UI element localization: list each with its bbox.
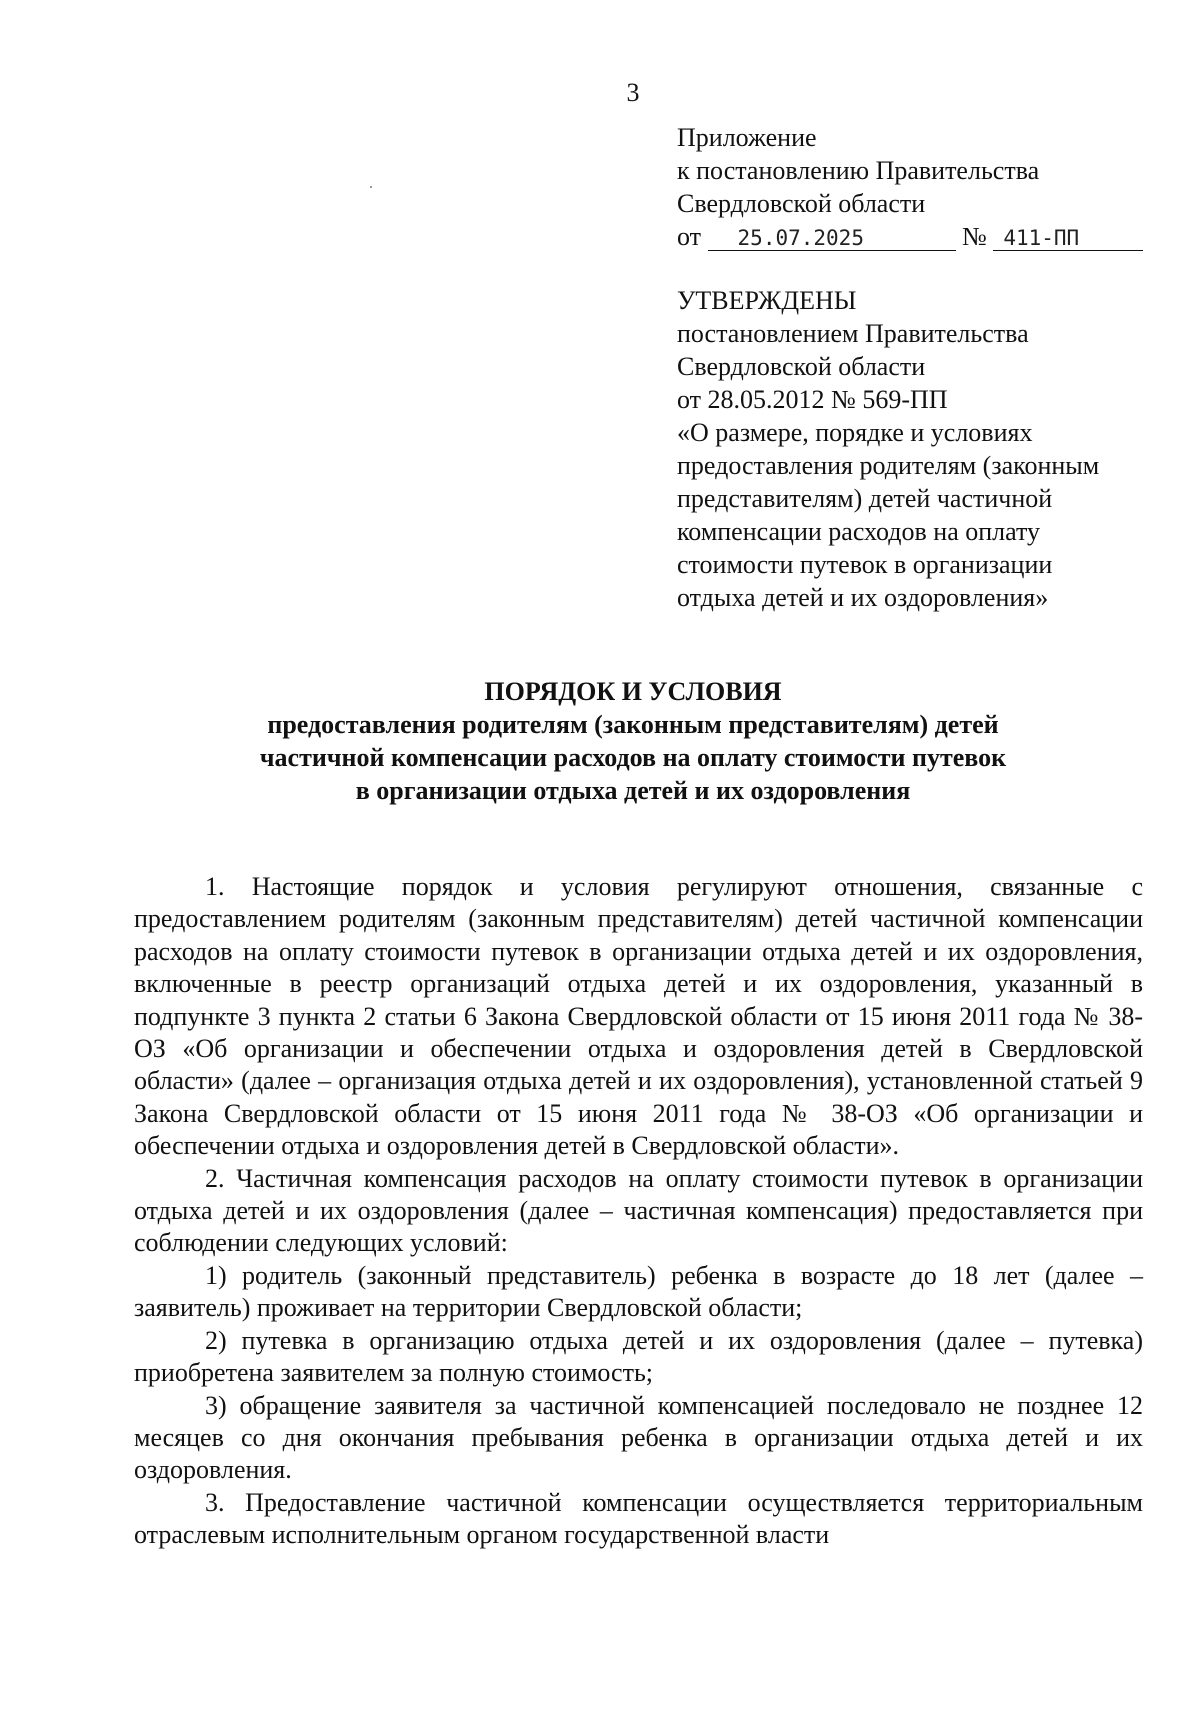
paragraph-1: 1. Настоящие порядок и условия регулируют отношения, связанные с предоставлением родителям (законным представителям) детей частичной компенсации расходов на оплату стоимости путевок в организации отдыха детей и их оздоровления, включенные в реестр организаций отдыха детей и их оздоровления, указанный в подпункте 3 пункта 2 статьи 6 Закона Свердловской области от 15 июня 2011 года № 38-ОЗ «Об организации и обеспечении отдыха и оздоровления детей в Свердловской области» (далее – организация отдыха детей и их оздоровления), установленной статьей 9 Закона Свердловской области от 15 июня 2011 года № 38-ОЗ «Об организации и обеспечении отдыха и оздоровления детей в Свердловской области».: [134, 872, 1143, 1161]
title-subtitle-line: предоставления родителям (законным представителям) детей: [267, 710, 999, 739]
approved-line: от 28.05.2012 № 569-ПП: [677, 385, 948, 414]
paragraph-2-item-3: 3) обращение заявителя за частичной компенсацией последовало не позднее 12 месяцев со дня окончания пребывания ребенка в организации отдыха детей и их оздоровления.: [134, 1390, 1143, 1485]
number-field: 411-ПП: [993, 226, 1143, 251]
appendix-line: Приложение: [677, 123, 817, 152]
appendix-line: Свердловской области: [677, 189, 926, 218]
appendix-block: [677, 121, 1143, 253]
appendix-date-line: [677, 220, 1143, 253]
paragraph-2-item-2: 2) путевка в организацию отдыха детей и их оздоровления (далее – путевка) приобретена заявителем за полную стоимость;: [134, 1325, 1143, 1388]
title-subtitle-line: частичной компенсации расходов на оплату стоимости путевок: [259, 743, 1007, 772]
paragraph-2: 2. Частичная компенсация расходов на оплату стоимости путевок в организации отдыха детей и их оздоровления (далее – частичная компенсация) предоставляется при соблюдении следующих условий:: [134, 1163, 1143, 1258]
document-body: [134, 871, 1143, 1552]
approved-line: отдыха детей и их оздоровления»: [677, 583, 1049, 612]
paragraph-2-item-1: 1) родитель (законный представитель) ребенка в возрасте до 18 лет (далее – заявитель) проживает на территории Свердловской области;: [134, 1260, 1143, 1323]
number-prefix: №: [962, 222, 987, 251]
title-subtitle-line: в организации отдыха детей и их оздоровления: [355, 776, 911, 805]
approved-line: стоимости путевок в организации: [677, 550, 1053, 579]
date-prefix: от: [677, 222, 702, 251]
approved-line: предоставления родителям (законным: [677, 451, 1100, 480]
document-title: [0, 675, 1200, 807]
approved-line: компенсации расходов на оплату: [677, 517, 1041, 546]
appendix-line: к постановлению Правительства: [677, 156, 1040, 185]
approved-line: постановлением Правительства: [677, 319, 1029, 348]
title-main: ПОРЯДОК И УСЛОВИЯ: [484, 677, 782, 706]
approved-heading: УТВЕРЖДЕНЫ: [677, 286, 857, 315]
scan-speck: [370, 186, 372, 188]
paragraph-3: 3. Предоставление частичной компенсации осуществляется территориальным отраслевым исполнительным органом государственной власти: [134, 1487, 1143, 1550]
approved-line: представителям) детей частичной: [677, 484, 1053, 513]
date-field: 25.07.2025: [708, 226, 956, 251]
approved-block: [677, 284, 1099, 614]
page-number: 3: [626, 78, 640, 107]
approved-line: Свердловской области: [677, 352, 926, 381]
approved-line: «О размере, порядке и условиях: [677, 418, 1033, 447]
